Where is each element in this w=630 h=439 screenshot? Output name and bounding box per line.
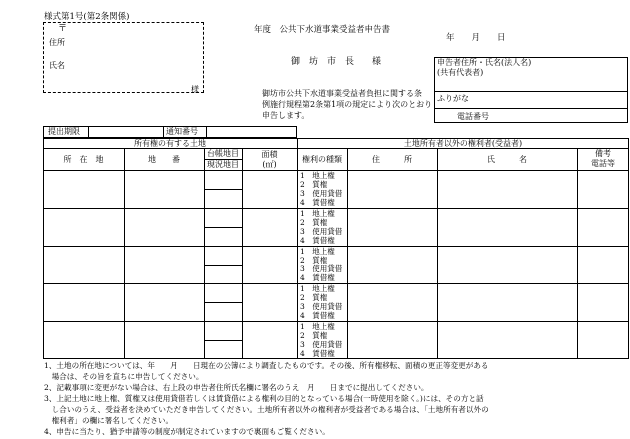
land-type-cell[interactable] xyxy=(205,247,241,283)
postal-mark: 〒 xyxy=(58,24,68,34)
form-number: 様式第1号(第2条関係) xyxy=(44,12,130,22)
rights-option[interactable]: 4 賃借権 xyxy=(300,348,335,358)
note-3c: 権利者」の欄に署名してください。 xyxy=(44,416,174,425)
rights-option[interactable]: 2 質権 xyxy=(300,331,328,341)
col-ledger-land-type: 台帳地目 xyxy=(207,149,239,158)
notice-number-field[interactable] xyxy=(207,127,296,137)
col-current-land-type: 現況地目 xyxy=(207,160,239,169)
recipient-address-field[interactable] xyxy=(66,34,196,48)
remarks-cell[interactable] xyxy=(578,171,628,207)
holder-name-cell[interactable] xyxy=(438,247,576,283)
rights-option[interactable]: 3 使用貸借 xyxy=(300,302,343,312)
holder-name-cell[interactable] xyxy=(438,209,576,245)
rights-option[interactable]: 4 賃借権 xyxy=(300,311,335,321)
holder-address-cell[interactable] xyxy=(348,209,436,245)
land-type-cell[interactable] xyxy=(205,322,241,358)
land-type-cell[interactable] xyxy=(205,171,241,207)
land-type-cell[interactable] xyxy=(205,284,241,320)
rights-option[interactable]: 3 使用貸借 xyxy=(300,188,343,198)
lot-cell[interactable] xyxy=(125,209,203,245)
declaration-line-3: 申告します。 xyxy=(262,111,310,120)
col-area-unit: (㎡) xyxy=(262,160,277,169)
remarks-cell[interactable] xyxy=(578,284,628,320)
col-name: 氏 名 xyxy=(487,155,527,164)
rights-option[interactable]: 1 地上権 xyxy=(300,246,335,256)
applicant-address-name-label: 申告者住所・氏名(法人名) xyxy=(437,58,532,67)
rights-option[interactable]: 1 地上権 xyxy=(300,171,335,180)
lot-cell[interactable] xyxy=(125,171,203,207)
form-title: 年度 公共下水道事業受益者申告書 xyxy=(254,25,391,35)
holder-address-cell[interactable] xyxy=(348,284,436,320)
submission-date[interactable]: 年 月 日 xyxy=(446,33,506,43)
col-area: 面積 xyxy=(261,150,278,159)
rights-option[interactable]: 4 賃借権 xyxy=(300,235,335,245)
declaration-line-2: 例施行規程第2条第1項の規定により次のとおり xyxy=(262,100,433,109)
rights-option[interactable]: 1 地上権 xyxy=(300,322,335,332)
rights-option[interactable]: 2 質権 xyxy=(300,217,328,227)
rights-option[interactable]: 2 質権 xyxy=(300,255,328,265)
furigana-label: ふりがな xyxy=(437,94,469,103)
deadline-field[interactable] xyxy=(89,127,162,137)
representative-label: (共有代表者) xyxy=(437,68,484,77)
holder-name-cell[interactable] xyxy=(438,171,576,207)
lot-cell[interactable] xyxy=(125,247,203,283)
note-4: 4、申告に当たり、猶予申請等の制度が制定されていますので裏面もご覧ください。 xyxy=(44,427,330,436)
note-3a: 3、上記土地に地上権、質権又は使用貸借若しくは賃貸借による権利の目的となっている場合(一時使用を除く。)には、その方と話 xyxy=(44,394,484,403)
holder-address-cell[interactable] xyxy=(348,322,436,358)
area-cell[interactable] xyxy=(243,284,296,320)
recipient-name-field[interactable] xyxy=(66,57,182,71)
location-cell[interactable] xyxy=(44,209,123,245)
rights-option[interactable]: 3 使用貸借 xyxy=(300,226,343,236)
col-address: 住 所 xyxy=(372,155,412,164)
area-cell[interactable] xyxy=(243,322,296,358)
col-location: 所 在 地 xyxy=(63,155,104,164)
furigana-field[interactable] xyxy=(475,93,625,106)
declaration-line-1: 御坊市公共下水道事業受益者負担に関する条 xyxy=(262,89,422,98)
deadline-label: 提出期限 xyxy=(48,127,80,136)
rights-option[interactable]: 3 使用貸借 xyxy=(300,264,343,274)
applicant-name-field[interactable] xyxy=(436,78,626,90)
col-right-type: 権利の種類 xyxy=(302,155,342,164)
rights-option[interactable]: 3 使用貸借 xyxy=(300,340,343,349)
address-label: 住所 xyxy=(49,38,65,47)
name-label: 氏名 xyxy=(49,61,65,70)
location-cell[interactable] xyxy=(44,322,123,358)
area-cell[interactable] xyxy=(243,247,296,283)
remarks-cell[interactable] xyxy=(578,209,628,245)
land-type-cell[interactable] xyxy=(205,209,241,245)
remarks-cell[interactable] xyxy=(578,322,628,358)
location-cell[interactable] xyxy=(44,284,123,320)
rights-option[interactable]: 2 質権 xyxy=(300,179,328,189)
holder-address-cell[interactable] xyxy=(348,171,436,207)
note-1b: 場合は、その旨を直ちに申告してください。 xyxy=(44,372,204,381)
honorific: 様 xyxy=(191,85,199,94)
holder-address-cell[interactable] xyxy=(348,247,436,283)
col-remarks: 備考 xyxy=(595,149,611,158)
note-3b: し合いのうえ、受益者を決めていただき申告してください。土地所有者以外の権利者が受益者である場合は、「土地所有者以外の xyxy=(44,405,489,414)
note-2: 2、記載事項に変更がない場合は、右上段の申告者住所氏名欄に署名のうえ 月 日までに提出してください。 xyxy=(44,383,429,392)
holder-name-cell[interactable] xyxy=(438,284,576,320)
holder-name-cell[interactable] xyxy=(438,322,576,358)
lot-cell[interactable] xyxy=(125,284,203,320)
col-lot-number: 地 番 xyxy=(148,155,180,164)
mayor-addressee: 御 坊 市 長 様 xyxy=(291,57,382,67)
notice-number-label: 通知番号 xyxy=(166,127,198,136)
phone-field[interactable] xyxy=(500,110,625,122)
col-phone: 電話等 xyxy=(591,159,615,168)
rights-option[interactable]: 1 地上権 xyxy=(300,284,335,294)
remarks-cell[interactable] xyxy=(578,247,628,283)
location-cell[interactable] xyxy=(44,171,123,207)
rights-option[interactable]: 2 質権 xyxy=(300,293,328,303)
phone-label: 電話番号 xyxy=(457,112,489,121)
area-cell[interactable] xyxy=(243,209,296,245)
note-1a: 1、土地の所在地については、年 月 日現在の公簿により調査したものです。その後、所有権移転、面積の更正等変更がある xyxy=(44,361,489,370)
lot-cell[interactable] xyxy=(125,322,203,358)
rights-option[interactable]: 1 地上権 xyxy=(300,208,335,218)
other-rights-holders-header: 土地所有者以外の権利者(受益者) xyxy=(403,139,523,148)
area-cell[interactable] xyxy=(243,171,296,207)
rights-option[interactable]: 4 賃借権 xyxy=(300,197,335,207)
owned-land-header: 所有権の有する土地 xyxy=(134,139,206,148)
rights-option[interactable]: 4 賃借権 xyxy=(300,273,335,283)
location-cell[interactable] xyxy=(44,247,123,283)
